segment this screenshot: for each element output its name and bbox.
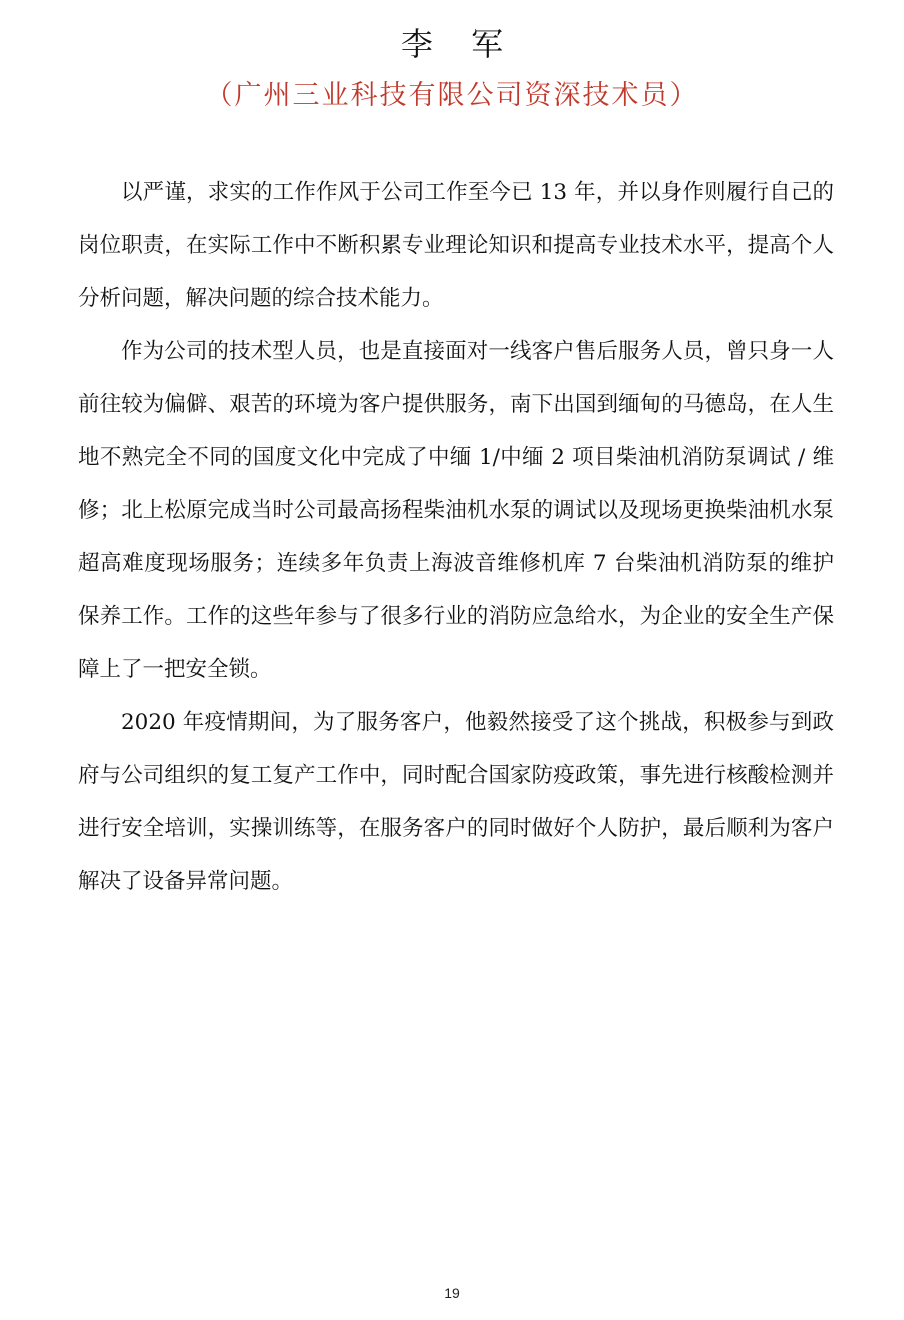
biography-paragraph-2: 作为公司的技术型人员，也是直接面对一线客户售后服务人员，曾只身一人前往较为偏僻、艰苦的环境为客户提供服务，南下出国到缅甸的马德岛，在人生地不熟完全不同的国度文化中完成了中缅 1/中缅 2 项目柴油机消防泵调试 / 维修；北上松原完成当时公司最高扬程柴油机水泵的调试以及现场更换柴油机水泵超高难度现场服务；连续多年负责上海波音维修机库 7 台柴油机消防泵的维护保养工作。工作的这些年参与了很多行业的消防应急给水，为企业的安全生产保障上了一把安全锁。 xyxy=(78,339,834,682)
page-number: 19 xyxy=(444,1285,460,1301)
biography-paragraph-1: 以严谨，求实的工作作风于公司工作至今已 13 年，并以身作则履行自己的岗位职责，在实际工作中不断积累专业理论知识和提高专业技术水平，提高个人分析问题，解决问题的综合技术能力。 xyxy=(78,180,834,311)
job-title-subtitle: （广州三业科技有限公司资深技术员） xyxy=(205,80,699,111)
person-name-title: 李 军 xyxy=(400,25,518,63)
biography-paragraph-3: 2020 年疫情期间，为了服务客户，他毅然接受了这个挑战，积极参与到政府与公司组织的复工复产工作中，同时配合国家防疫政策，事先进行核酸检测并进行安全培训，实操训练等，在服务客户的同时做好个人防护，最后顺利为客户解决了设备异常问题。 xyxy=(78,710,834,894)
biography-body xyxy=(78,166,834,908)
